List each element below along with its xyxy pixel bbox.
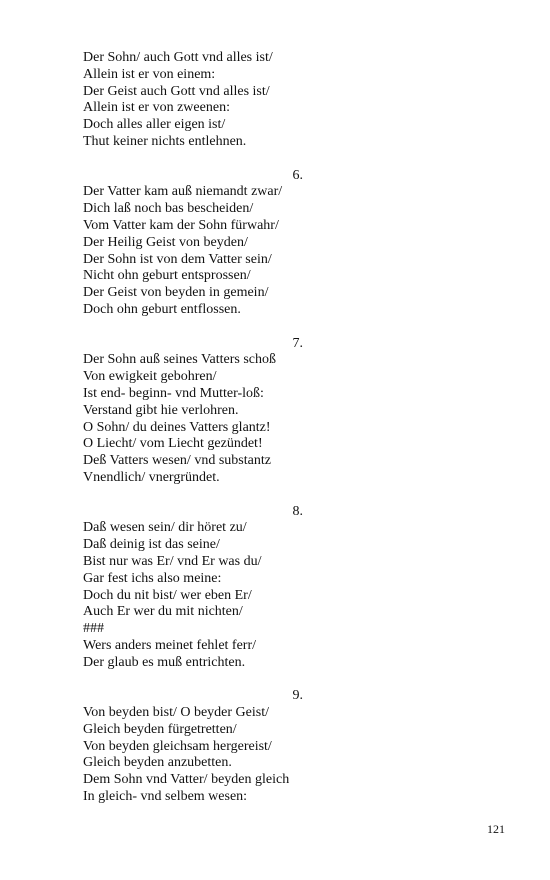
stanza [83,688,313,806]
verse-line: Vnendlich/ vnergründet. [83,469,220,485]
stanza-number: 8. [292,503,303,519]
verse-line: Doch ohn geburt entflossen. [83,301,241,317]
verse-line: Von ewigkeit gebohren/ [83,369,217,385]
verse-line: Der Sohn ist von dem Vatter sein/ [83,251,272,267]
verse-line: Der glaub es muß entrichten. [83,654,246,670]
verse-line: Daß deinig ist das seine/ [83,537,220,553]
verse-line: Nicht ohn geburt entsprossen/ [83,268,251,284]
verse-line: Doch alles aller eigen ist/ [83,117,226,133]
verse-line: Der Sohn auß seines Vatters schoß [83,352,276,368]
verse-line: In gleich- vnd selbem wesen: [83,789,248,805]
verse-line: Gleich beyden anzubetten. [83,755,232,771]
verse-line: O Sohn/ du deines Vatters glantz! [83,419,271,435]
verse-line: Der Geist von beyden in gemein/ [83,285,269,301]
verse-line: Vom Vatter kam der Sohn fürwahr/ [83,217,279,233]
stanza-number: 9. [292,688,303,704]
verse-line: Bist nur was Er/ vnd Er was du/ [83,553,262,569]
verse-line: Der Vatter kam auß niemandt zwar/ [83,184,283,200]
verse-line: Der Sohn/ auch Gott vnd alles ist/ [83,50,273,65]
verse-line: Der Geist auch Gott vnd alles ist/ [83,83,270,99]
verse-line: Thut keiner nichts entlehnen. [83,133,247,149]
verse-line: Verstand gibt hie verlohren. [83,402,239,418]
verse-line: Gar fest ichs also meine: [83,570,222,586]
stanza [83,336,313,487]
verse-line: Der Heilig Geist von beyden/ [83,234,248,250]
verse-line: Von beyden bist/ O beyder Geist/ [83,705,269,721]
verse-line: Wers anders meinet fehlet ferr/ [83,637,257,653]
stanza [83,50,313,151]
verse-line: Daß wesen sein/ dir höret zu/ [83,520,247,536]
stanza-number: 6. [292,167,303,183]
verse-line: Doch du nit bist/ wer eben Er/ [83,587,252,603]
verse-line: Allein ist er von einem: [83,66,216,82]
verse-line: Gleich beyden fürgetretten/ [83,721,237,737]
verse-line: ### [83,621,104,637]
verse-line: Ist end- beginn- vnd Mutter-loß: [83,385,264,401]
stanza-number: 7. [292,335,303,351]
stanza [83,168,313,319]
verse-line: Von beyden gleichsam hergereist/ [83,738,272,754]
verse-line: Allein ist er von zweenen: [83,100,230,116]
verse-line: Dich laß noch bas bescheiden/ [83,201,254,217]
verse-line: Dem Sohn vnd Vatter/ beyden gleich [83,772,290,788]
verse-line: Deß Vatters wesen/ vnd substantz [83,453,271,469]
verse-line: Auch Er wer du mit nichten/ [83,604,243,620]
page-number: 121 [487,822,505,836]
poem [83,50,313,823]
stanza [83,504,313,672]
verse-line: O Liecht/ vom Liecht gezündet! [83,436,263,452]
